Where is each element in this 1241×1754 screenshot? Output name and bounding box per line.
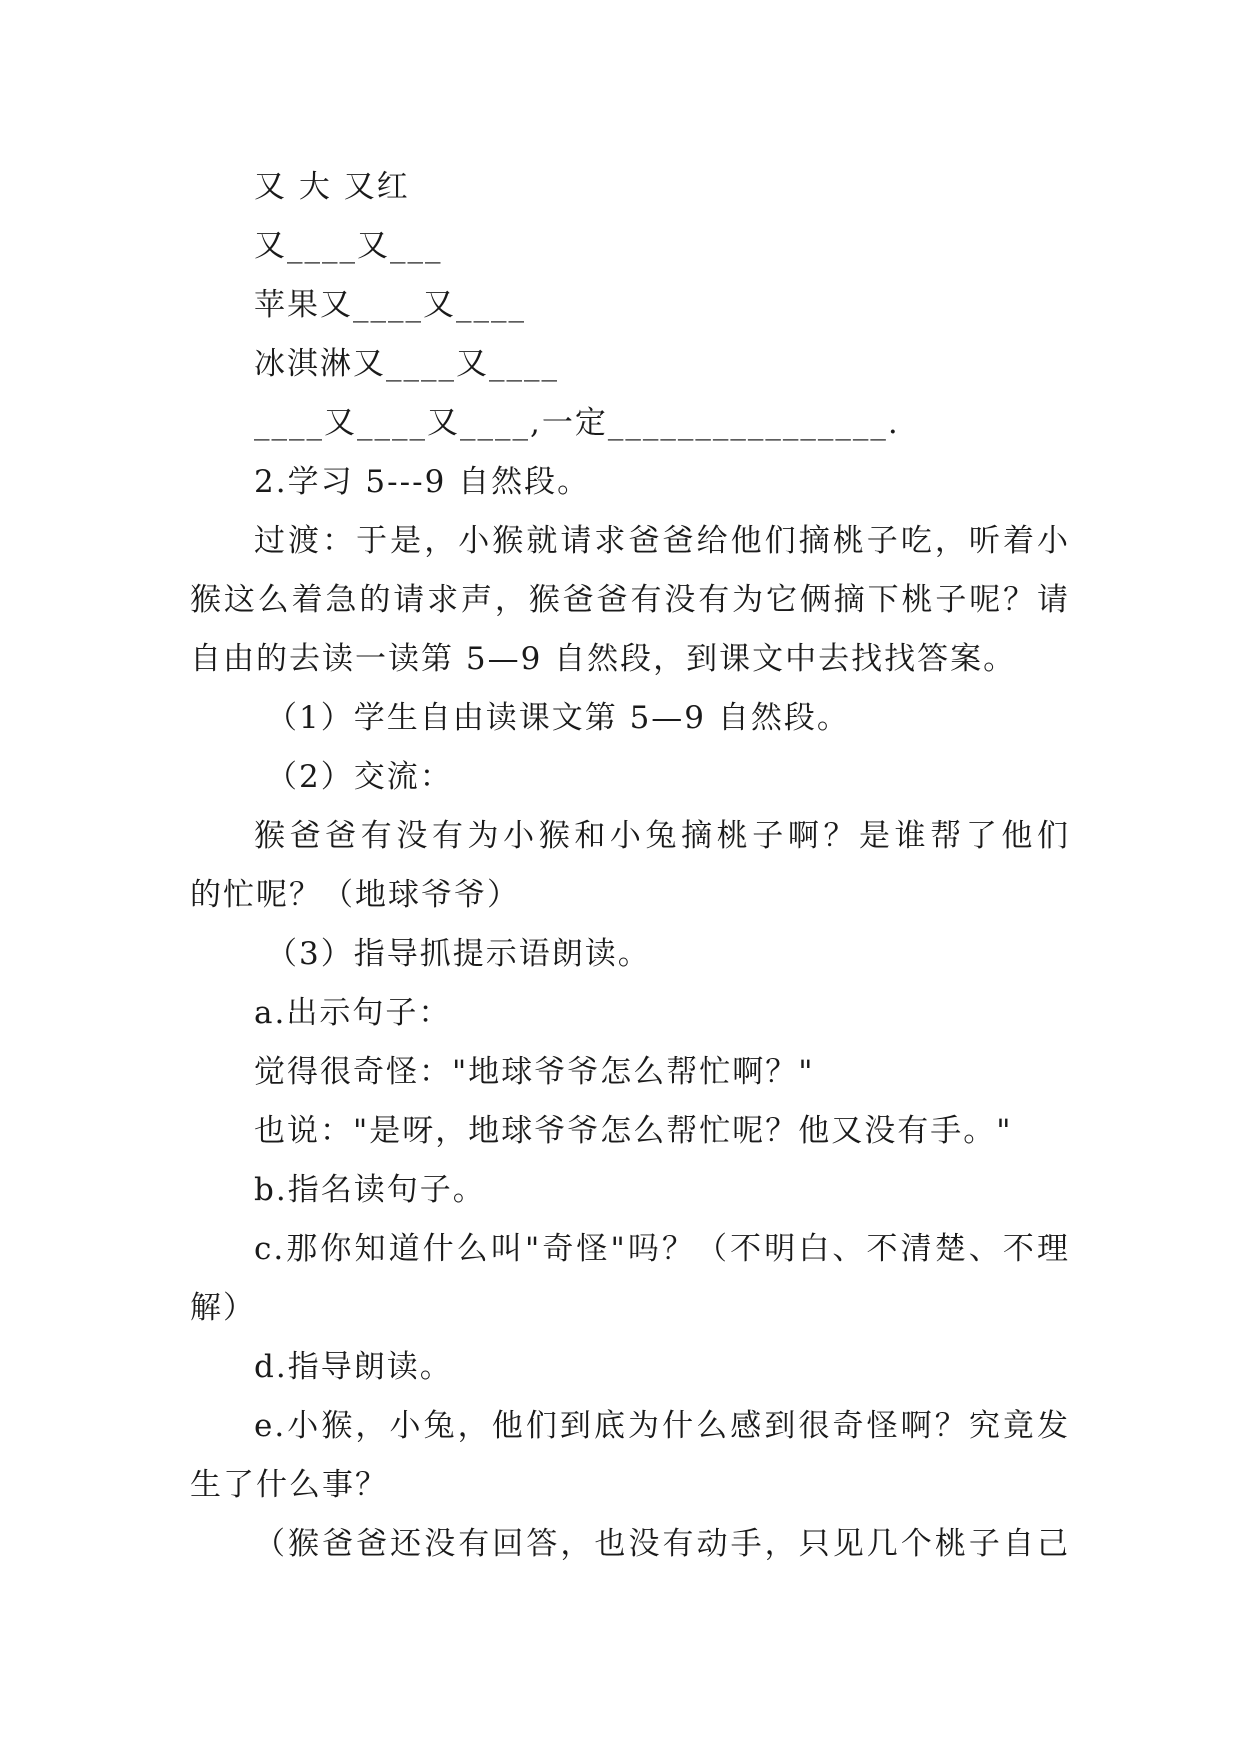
quote-line: 也说："是呀，地球爷爷怎么帮忙呢？他又没有手。"	[254, 1113, 1013, 1149]
paragraph-line: 生了什么事？	[190, 1467, 388, 1503]
text-line: 又____又___	[254, 228, 443, 264]
paragraph-line: 猴这么着急的请求声，猴爸爸有没有为它俩摘下桃子呢？请	[190, 582, 1070, 618]
text-line: 又 大 又红	[254, 169, 410, 205]
paragraph-line: 猴爸爸有没有为小猴和小兔摘桃子啊？是谁帮了他们	[254, 818, 1070, 854]
text-line: a.出示句子：	[254, 995, 452, 1031]
paragraph-line: 自由的去读一读第 5—9 自然段，到课文中去找找答案。	[190, 641, 1017, 677]
paragraph-line: 过渡：于是，小猴就请求爸爸给他们摘桃子吃，听着小	[254, 523, 1070, 559]
text-line: 苹果又____又____	[254, 287, 526, 323]
text-line: （3）指导抓提示语朗读。	[266, 936, 651, 972]
text-line: 冰淇淋又____又____	[254, 346, 559, 382]
text-line: ____又____又____,一定________________.	[254, 405, 900, 441]
paragraph-line: e.小猴，小兔，他们到底为什么感到很奇怪啊？究竟发	[254, 1408, 1070, 1444]
paragraph-line: （猴爸爸还没有回答，也没有动手，只见几个桃子自己	[254, 1526, 1070, 1562]
text-line: （1）学生自由读课文第 5—9 自然段。	[266, 700, 850, 736]
paragraph-line: 解）	[190, 1290, 256, 1326]
text-line: d.指导朗读。	[254, 1349, 453, 1385]
text-line: （2）交流：	[266, 759, 453, 795]
text-line: b.指名读句子。	[254, 1172, 486, 1208]
document-body	[190, 158, 1070, 1574]
quote-line: 觉得很奇怪："地球爷爷怎么帮忙啊？"	[254, 1054, 815, 1090]
section-heading: 2.学习 5---9 自然段。	[254, 464, 591, 500]
paragraph-line: c.那你知道什么叫"奇怪"吗？（不明白、不清楚、不理	[254, 1231, 1070, 1267]
paragraph-line: 的忙呢？（地球爷爷）	[190, 877, 520, 913]
